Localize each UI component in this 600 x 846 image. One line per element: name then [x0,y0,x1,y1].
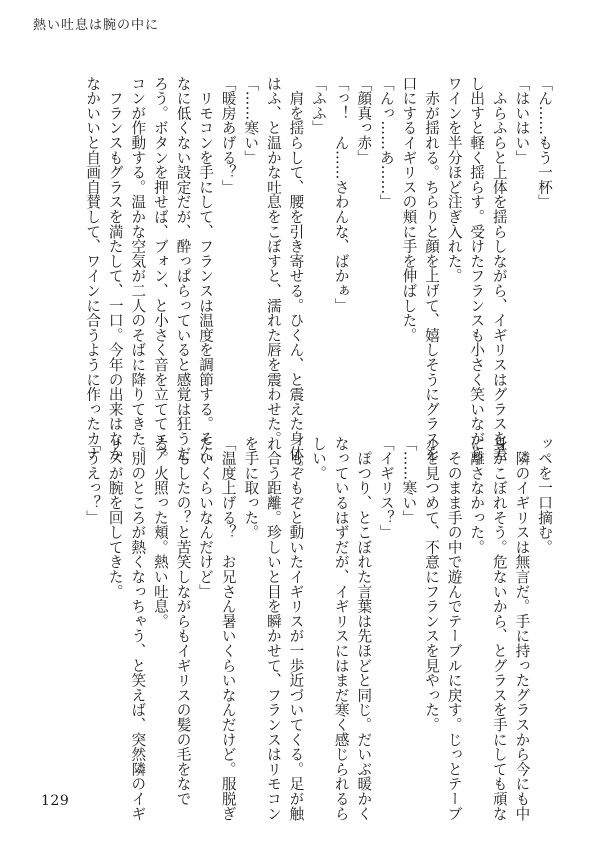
text-line: もぞもぞと動いたイギリスが一歩近づいてくる。足が触 [287,436,305,821]
text-line: なっているはずだが、イギリスにはまだ寒く感じられるら [332,436,350,821]
text-line: れ合う距離。珍しいと目を瞬かせて、フランスはリモコン [264,436,282,821]
text-line: 身がこぼれそう。危ないから、とグラスを手にしても頑な [490,436,508,821]
text-line: 「ふふ」 [310,76,328,136]
text-line: 「イギリス？」 [377,436,395,540]
text-line: ふらふらと上体を揺らしながら、イギリスはグラスを差 [490,76,508,461]
text-line: しい。 [310,436,328,481]
text-line: 「温度上げる？ お兄さん暑いくらいなんだけど。服脱ぎ [219,436,237,821]
text-line: 「んっ……あ……」 [377,76,395,210]
text-line: コンが作動する。温かな空気が二人のそばに降りてきた。 [129,76,147,461]
text-line: 「……寒い」 [242,76,260,165]
text-line: 口にするイギリスの頬に手を伸ばした。 [400,76,418,343]
text-line: ッペを一口摘む。 [536,436,553,555]
text-line: に離さなかった。 [468,436,486,555]
text-line: リモコンを手にして、フランスは温度を調節する。そん [197,76,215,461]
text-line: もしたの？と苦笑しながらもイギリスの髪の毛をなで [174,436,192,806]
page-number: 129 [41,793,70,809]
text-line: 「っ！ ん……さわんな、ばかぁ」 [332,76,350,313]
text-line: 「顔真っ赤」 [355,76,373,165]
text-line: 「……寒い」 [400,436,418,525]
text-line: ワインを半分ほど注ぎ入れた。 [445,76,463,284]
text-line: そのまま手の中で遊んでテーブルに戻す。じっとテーブ [445,436,463,821]
text-line: 赤が揺れる。ちらりと顔を上げて、嬉しそうにグラスを [423,76,441,461]
text-line: なに低くない設定だが、酔っぱらっていると感覚は狂うだ [174,76,192,461]
text-line: リスが腕を回してきた。 [106,436,124,599]
text-line: し出すと軽く揺らす。受けたフランスも小さく笑いながら [468,76,486,461]
text-line: 別のところが熱くなっちゃう、と笑えば、突然隣のイギ [129,436,147,821]
text-line: ルを見つめて、不意にフランスを見やった。 [423,436,441,732]
text-line: 「はいはい」 [513,76,531,165]
text-line: フランスもグラスを満たして、一口。今年の出来はなか [106,76,124,461]
text-line: 肩を揺らして、腰を引き寄せる。ひくん、と震えた身体。 [287,76,305,476]
text-line: ぽつり、とこぼれた言葉は先ほどと同じ。だいぶ暖かく [355,436,373,821]
lower-text-block [84,436,555,821]
text-line: 「暖房あげる？」 [219,76,237,195]
text-line: 「ん……もう一杯」 [536,76,553,210]
text-line: なかいいと自画自賛して、ワインに合うように作ったカナ [84,76,102,461]
text-line: る。火照った頬。熱い吐息。 [151,436,169,629]
running-head: 熱い吐息は腕の中に [33,18,160,33]
text-line: 隣のイギリスは無言だ。手に持ったグラスから今にも中 [513,436,531,821]
text-line: を手に取った。 [242,436,260,540]
text-line: ろう。ボタンを押せば、ブォン、と小さく音を立ててエア [151,76,169,461]
text-line: はふ、と温かな吐息をこぼすと、濡れた唇を震わせた。 [264,76,282,446]
text-line: たいくらいなんだけど」 [197,436,215,599]
text-line: 「うえっ？」 [84,436,102,525]
